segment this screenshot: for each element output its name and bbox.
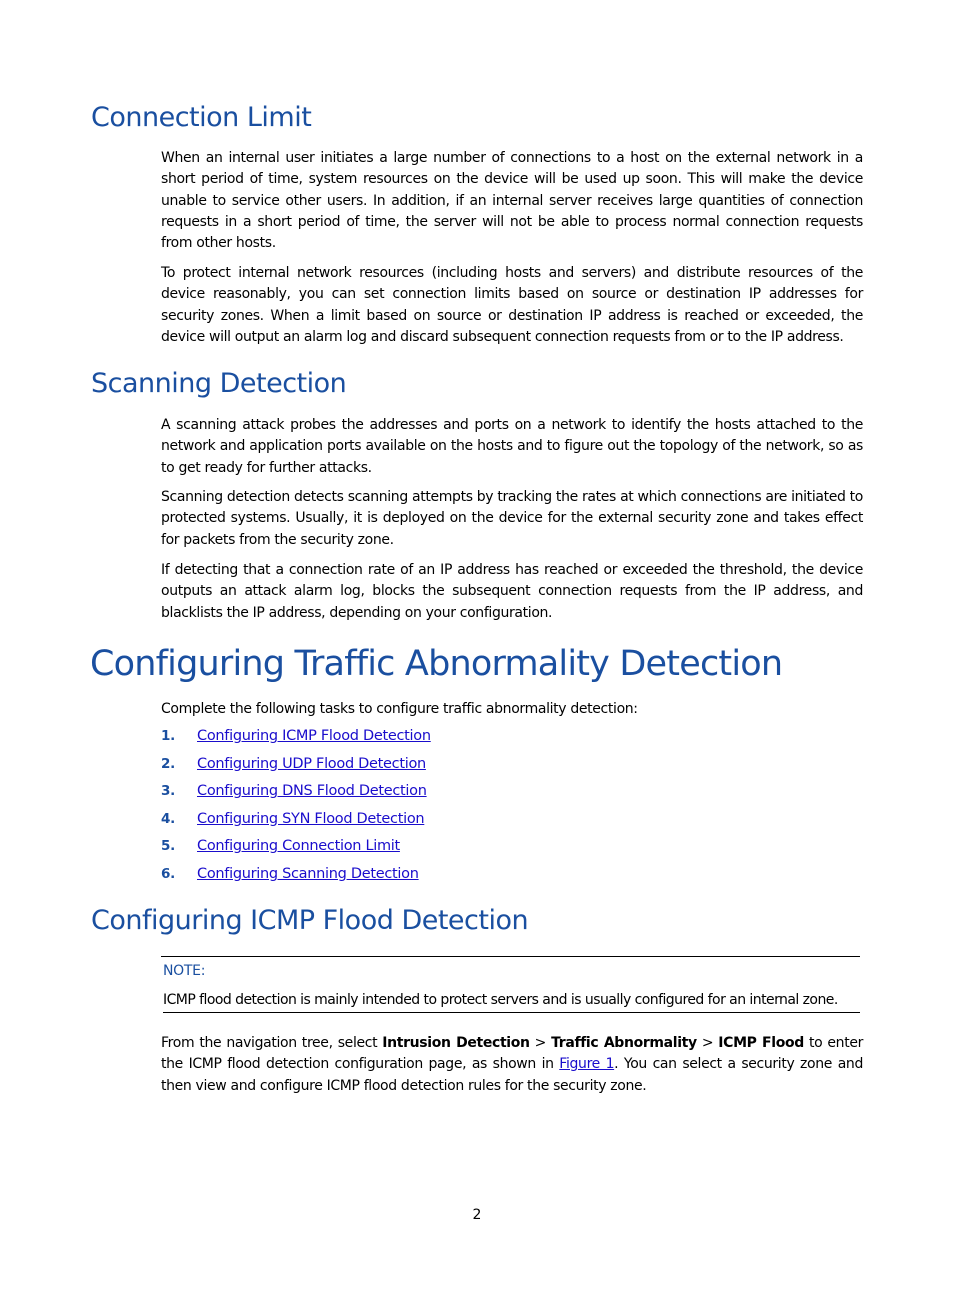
path-separator: > <box>529 1035 552 1051</box>
paragraph: To protect internal network resources (including hosts and servers) and distribute resources of the device reasonably, you can set connection limits based on source or destination IP addresses for security zones. When a limit based on source or destination IP address is reached or exceeded, the device will output an alarm log and discard subsequent connection requests from or to the IP address. <box>161 265 863 345</box>
list-number: 4. <box>161 810 175 827</box>
list-item <box>161 808 861 836</box>
paragraph: If detecting that a connection rate of an IP address has reached or exceeded the threshold, the device outputs an attack alarm log, blocks the subsequent connection requests from the IP address, and blacklists the IP address, depending on your configuration. <box>161 562 863 621</box>
menu-path-intrusion-detection: Intrusion Detection <box>382 1035 530 1051</box>
note-top-rule <box>161 956 860 957</box>
text-run: From the navigation tree, select <box>161 1035 383 1051</box>
list-item <box>161 863 861 891</box>
task-link-dns-flood[interactable]: Configuring DNS Flood Detection <box>197 783 427 800</box>
paragraph: A scanning attack probes the addresses and ports on a network to identify the hosts attached to the network and application ports available on the hosts and to figure out the topology of the network, so as to get ready for further attacks. <box>161 417 863 476</box>
list-number: 2. <box>161 755 175 772</box>
list-number: 3. <box>161 783 175 800</box>
task-list <box>161 725 861 891</box>
page-number: 2 <box>472 1207 482 1223</box>
list-item <box>161 753 861 781</box>
task-link-connection-limit[interactable]: Configuring Connection Limit <box>197 838 400 855</box>
menu-path-traffic-abnormality: Traffic Abnormality <box>551 1035 697 1051</box>
list-number: 5. <box>161 838 175 855</box>
paragraph: When an internal user initiates a large number of connections to a host on the external network in a short period of time, system resources on the device will be used up soon. This will make the device unable to service other users. In addition, if an internal server receives large quantities of connection requests in a short period of time, the server will not be able to process normal connection requests from other hosts. <box>161 150 863 252</box>
icmp-instructions <box>161 1033 863 1097</box>
list-item <box>161 835 861 863</box>
figure-1-link[interactable]: Figure 1 <box>559 1056 615 1073</box>
section-title-icmp-flood: Configuring ICMP Flood Detection <box>91 905 529 936</box>
list-item <box>161 780 861 808</box>
menu-path-icmp-flood: ICMP Flood <box>718 1035 804 1051</box>
list-number: 1. <box>161 728 175 744</box>
section-title-scanning-detection: Scanning Detection <box>91 368 347 399</box>
chapter-title-configuring-traffic: Configuring Traffic Abnormality Detection <box>90 644 783 684</box>
section-title-connection-limit: Connection Limit <box>91 102 312 133</box>
task-link-udp-flood[interactable]: Configuring UDP Flood Detection <box>197 755 426 772</box>
path-separator: > <box>696 1035 719 1051</box>
text-run: . You can select a security zone and then view and configure ICMP flood detection rules for the security zone. <box>161 1056 863 1094</box>
task-link-syn-flood[interactable]: Configuring SYN Flood Detection <box>197 810 425 827</box>
task-link-scanning-detection[interactable]: Configuring Scanning Detection <box>197 865 419 882</box>
text-run: to enter the ICMP flood detection configuration page, as shown in <box>161 1035 864 1073</box>
list-number: 6. <box>161 865 175 882</box>
task-link-icmp-flood[interactable]: Configuring ICMP Flood Detection <box>197 728 431 744</box>
list-item <box>161 725 861 753</box>
note-text: ICMP flood detection is mainly intended to protect servers and is usually configured for an internal zone. <box>163 990 860 1013</box>
paragraph: Scanning detection detects scanning attempts by tracking the rates at which connections are initiated to protected systems. Usually, it is deployed on the device for the external security zone and takes effect for packets from the security zone. <box>161 489 863 548</box>
note-label: NOTE: <box>163 963 206 979</box>
task-intro: Complete the following tasks to configure traffic abnormality detection: <box>161 701 638 717</box>
